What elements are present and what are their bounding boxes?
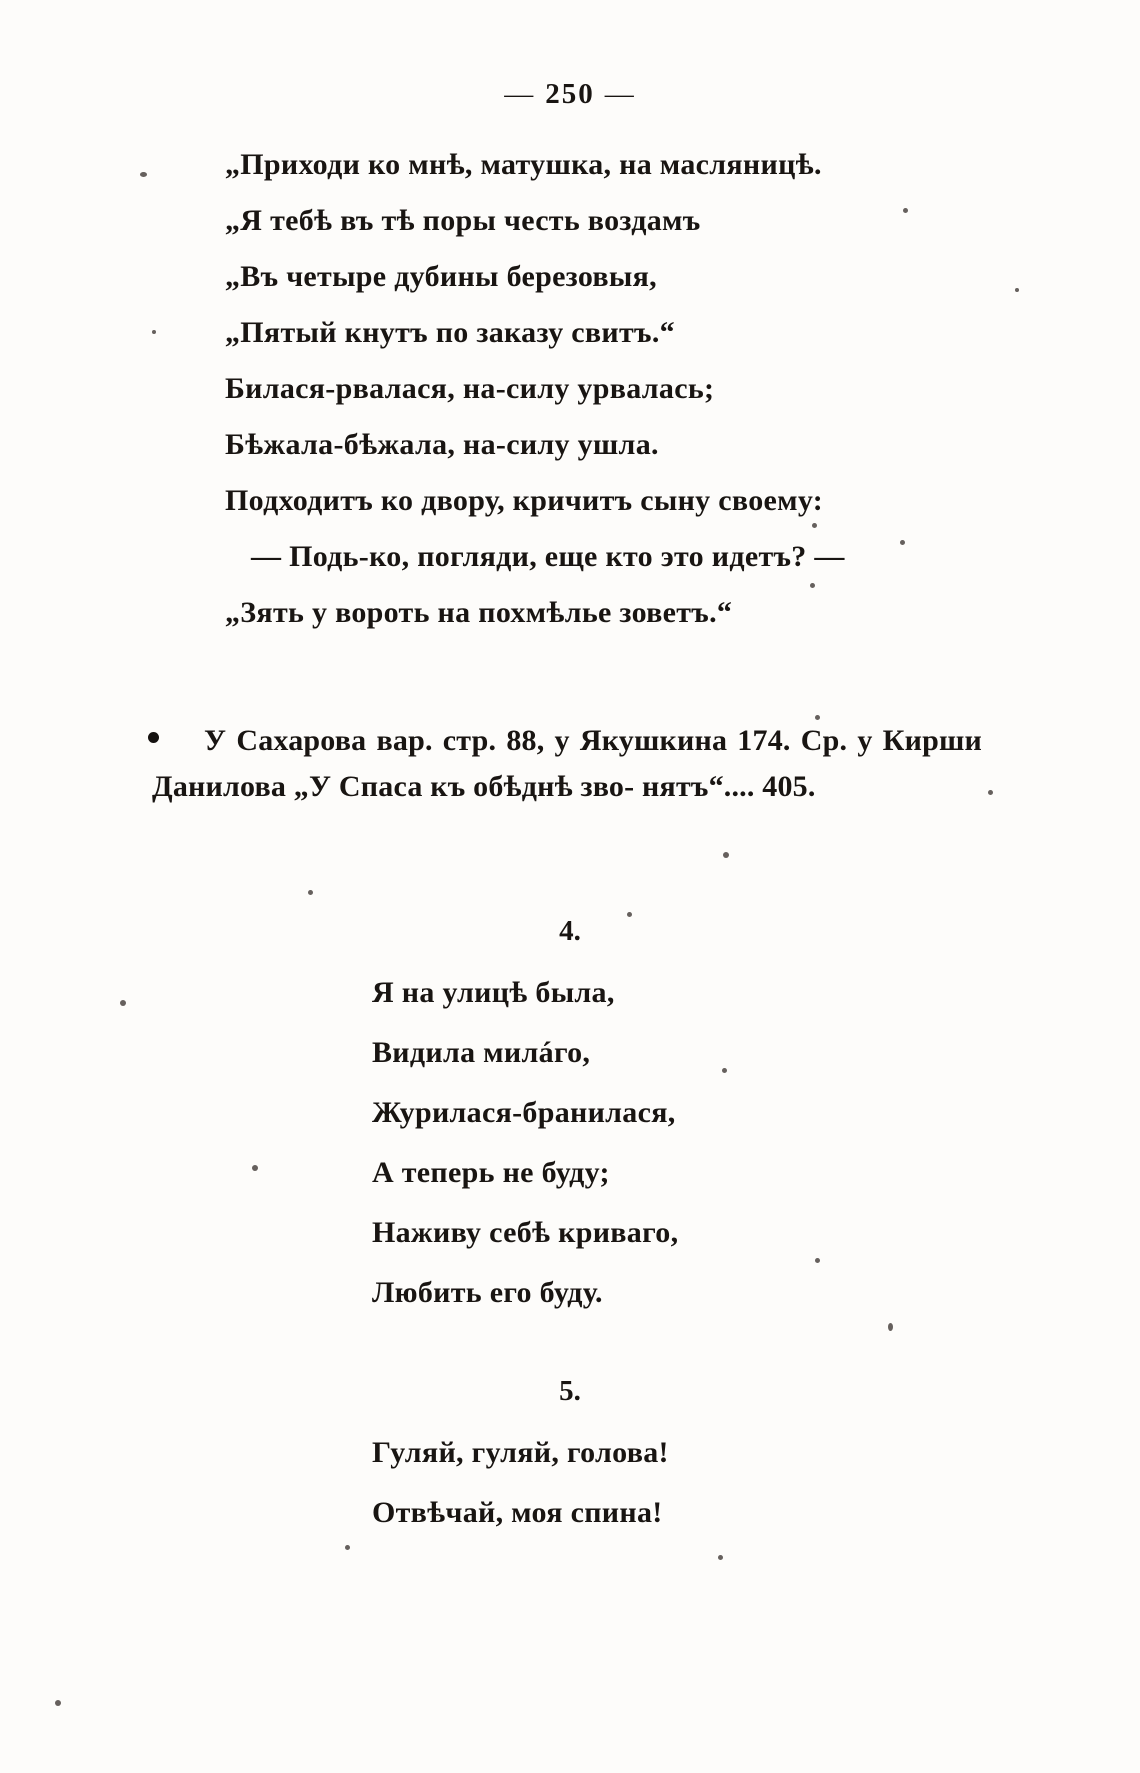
note-line-3: нятъ“.... 405. [642, 769, 816, 803]
scan-speck [152, 330, 156, 334]
verse-line: „Приходи ко мнѣ, матушка, на масляницѣ. [225, 148, 822, 181]
scan-speck [903, 208, 908, 213]
editorial-note [152, 718, 982, 809]
song-line: Я на улицѣ была, [372, 976, 615, 1009]
song-line: Наживу себѣ криваго, [372, 1216, 679, 1249]
scan-speck [718, 1555, 723, 1560]
song-line: Любить его буду. [372, 1276, 603, 1309]
song-number-4: 4. [559, 915, 581, 947]
note-line-1: У Сахарова вар. стр. 88, у Якушкина 174. Ср. [204, 724, 848, 757]
verse-line: Подходитъ ко двору, кричитъ сыну своему: [225, 484, 824, 517]
scan-speck [308, 890, 313, 895]
verse-line: „Я тебѣ въ тѣ поры честь воздамъ [225, 204, 701, 237]
scan-speck [815, 715, 820, 720]
scan-speck [888, 1323, 893, 1331]
song-4-body [372, 978, 972, 1338]
scan-speck [1015, 288, 1019, 292]
poem-stanza [225, 150, 985, 654]
verse-line: Бѣжала-бѣжала, на-силу ушла. [225, 428, 659, 461]
scan-speck [120, 1000, 126, 1006]
song-line: А теперь не буду; [372, 1156, 610, 1189]
scan-speck [722, 1068, 727, 1073]
scan-speck [900, 540, 905, 545]
scan-speck [812, 523, 817, 528]
scan-speck [140, 172, 147, 177]
song-line: Гуляй, гуляй, голова! [372, 1436, 669, 1469]
verse-line: „Пятый кнутъ по заказу свитъ.“ [225, 316, 675, 349]
page-number [0, 78, 1140, 111]
song-number-5: 5. [559, 1375, 581, 1407]
scan-speck [627, 912, 632, 917]
song-5-body [372, 1438, 972, 1558]
verse-line: Билася-рвалася, на-силу урвалась; [225, 372, 715, 405]
verse-line: — Подь-ко, погляди, еще кто это идетъ? — [251, 540, 845, 573]
note-line-2: у Кирши Данилова „У Спаса къ обѣднѣ зво- [152, 724, 982, 803]
verse-line: „Въ четыре дубины березовыя, [225, 260, 657, 293]
scan-speck [723, 852, 729, 858]
scan-speck [988, 790, 993, 795]
scan-speck [815, 1258, 820, 1263]
song-line: Отвѣчай, моя спина! [372, 1496, 663, 1529]
scan-speck [345, 1545, 350, 1550]
song-line: Журилася-бранилася, [372, 1096, 676, 1129]
scan-speck [252, 1165, 258, 1171]
page-number-dash-left: — [504, 78, 536, 110]
song-line: Видила милáго, [372, 1036, 591, 1069]
page-number-value: 250 [545, 78, 595, 110]
verse-line: „Зять у вороть на похмѣлье зоветъ.“ [225, 596, 733, 629]
page-number-dash-right: — [604, 78, 636, 110]
scan-speck [810, 583, 815, 588]
scan-speck [55, 1700, 61, 1706]
